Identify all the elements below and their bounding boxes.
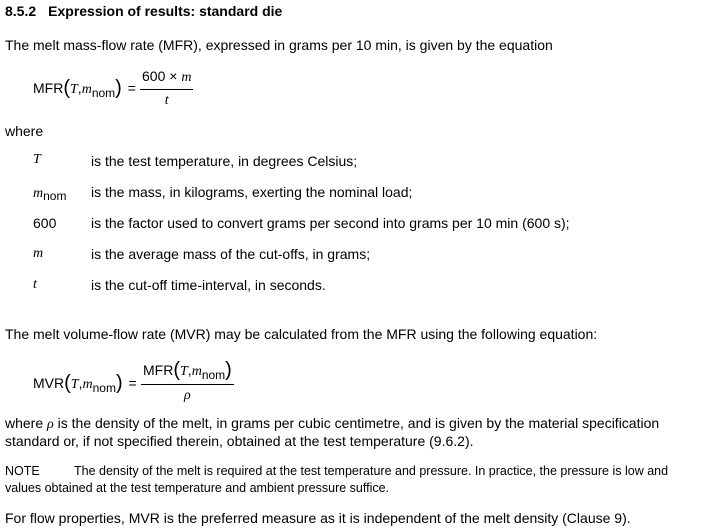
mvr-equation-lhs: MVR(T,mnom) = xyxy=(33,372,137,395)
mfr-label: MFR xyxy=(33,80,64,96)
def-text-t-lower: is the cut-off time-interval, in seconds. xyxy=(91,277,326,293)
density-line-1: where ρ is the density of the melt, in grams per cubic centimetre, and is given by the material specification xyxy=(5,415,660,432)
eq1-equals: = xyxy=(127,80,136,96)
def-symbol-t-lower: t xyxy=(33,277,37,292)
section-heading xyxy=(5,3,282,19)
def-symbol-t: T xyxy=(33,152,41,167)
eq1-numerator-m: m xyxy=(181,70,192,85)
mvr-intro-paragraph: The melt volume-flow rate (MVR) may be calculated from the MFR using the following equation: xyxy=(5,326,598,342)
eq1-numerator-600: 600 xyxy=(142,68,166,84)
note-label: NOTE xyxy=(5,464,40,478)
def-symbol-mnom: mnom xyxy=(33,186,67,203)
eq1-var-m: m xyxy=(81,82,92,97)
density-line-2: standard or, if not specified therein, obtained at the test temperature (9.6.2). xyxy=(5,433,474,449)
mvr-label: MVR xyxy=(33,375,65,391)
def-text-t: is the test temperature, in degrees Celsius; xyxy=(91,153,358,169)
mfr-equation-lhs: MFR(T,mnom) = xyxy=(33,77,136,100)
eq1-sub-nom: nom xyxy=(91,86,116,100)
eq1-times: × xyxy=(169,68,178,84)
where-label: where xyxy=(5,123,44,139)
eq2-numerator-mfr: MFR xyxy=(143,362,174,378)
note-line-1: The density of the melt is required at the test temperature and pressure. In practice, the pressure is low and xyxy=(74,464,669,478)
mvr-fraction: MFR(T,mnom) ρ xyxy=(143,359,232,403)
def-symbol-600: 600 xyxy=(33,215,57,231)
note-line-2: values obtained at the test temperature and ambient pressure suffice. xyxy=(5,481,390,495)
intro-paragraph: The melt mass-flow rate (MFR), expressed in grams per 10 min, is given by the equation xyxy=(5,37,553,53)
def-text-mnom: is the mass, in kilograms, exerting the nominal load; xyxy=(91,184,413,200)
section-number: 8.5.2 xyxy=(5,3,37,19)
def-symbol-m: m xyxy=(33,246,44,261)
rho-symbol: ρ xyxy=(47,417,54,432)
def-text-m: is the average mass of the cut-offs, in grams; xyxy=(91,246,371,262)
section-title: Expression of results: standard die xyxy=(48,3,283,19)
eq2-denominator-rho: ρ xyxy=(184,388,191,403)
mfr-fraction xyxy=(140,68,193,109)
eq1-denominator: t xyxy=(164,93,169,108)
def-text-600: is the factor used to convert grams per second into grams per 10 min (600 s); xyxy=(91,215,570,231)
eq1-var-t: T xyxy=(70,82,78,97)
final-paragraph: For flow properties, MVR is the preferred measure as it is independent of the melt density (Clause 9). xyxy=(5,510,631,526)
